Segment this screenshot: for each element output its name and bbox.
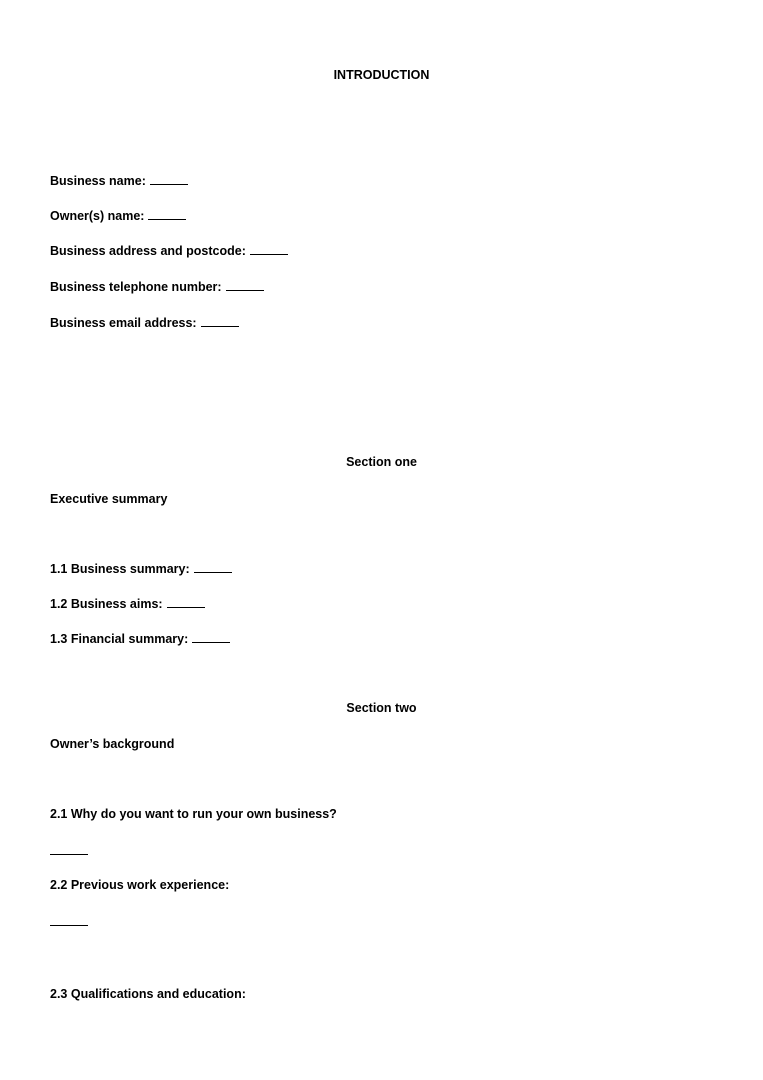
financial-summary-field [50, 631, 230, 647]
business-email-blank[interactable] [201, 315, 239, 327]
section-two-heading: Section two [346, 701, 417, 715]
previous-work-question: 2.2 Previous work experience: [50, 878, 230, 892]
business-aims-field [50, 596, 205, 612]
business-telephone-blank[interactable] [226, 279, 264, 291]
introduction-heading: INTRODUCTION [333, 68, 430, 82]
financial-summary-blank[interactable] [192, 631, 230, 643]
business-email-label: Business email address: [50, 316, 197, 330]
business-email-field [50, 315, 239, 331]
business-name-field [50, 173, 188, 189]
business-address-label: Business address and postcode: [50, 244, 246, 258]
business-telephone-field [50, 279, 264, 295]
previous-work-blank[interactable] [50, 914, 88, 926]
business-address-blank[interactable] [250, 243, 288, 255]
business-aims-label: 1.2 Business aims: [50, 597, 163, 611]
business-summary-field [50, 561, 232, 577]
section-one-heading: Section one [346, 455, 417, 469]
owner-name-field [50, 208, 186, 224]
why-run-business-question: 2.1 Why do you want to run your own business? [50, 807, 337, 821]
business-name-label: Business name: [50, 174, 146, 188]
qualifications-question: 2.3 Qualifications and education: [50, 987, 246, 1001]
why-run-business-blank[interactable] [50, 843, 88, 855]
business-telephone-label: Business telephone number: [50, 280, 222, 294]
previous-work-answer [50, 914, 88, 930]
executive-summary-heading: Executive summary [50, 492, 168, 506]
business-summary-label: 1.1 Business summary: [50, 562, 190, 576]
owner-name-blank[interactable] [148, 208, 186, 220]
business-address-field [50, 243, 288, 259]
owner-name-label: Owner(s) name: [50, 209, 145, 223]
owners-background-heading: Owner’s background [50, 737, 175, 751]
why-run-business-answer [50, 843, 88, 859]
financial-summary-label: 1.3 Financial summary: [50, 632, 189, 646]
business-name-blank[interactable] [150, 173, 188, 185]
business-summary-blank[interactable] [194, 561, 232, 573]
business-aims-blank[interactable] [167, 596, 205, 608]
